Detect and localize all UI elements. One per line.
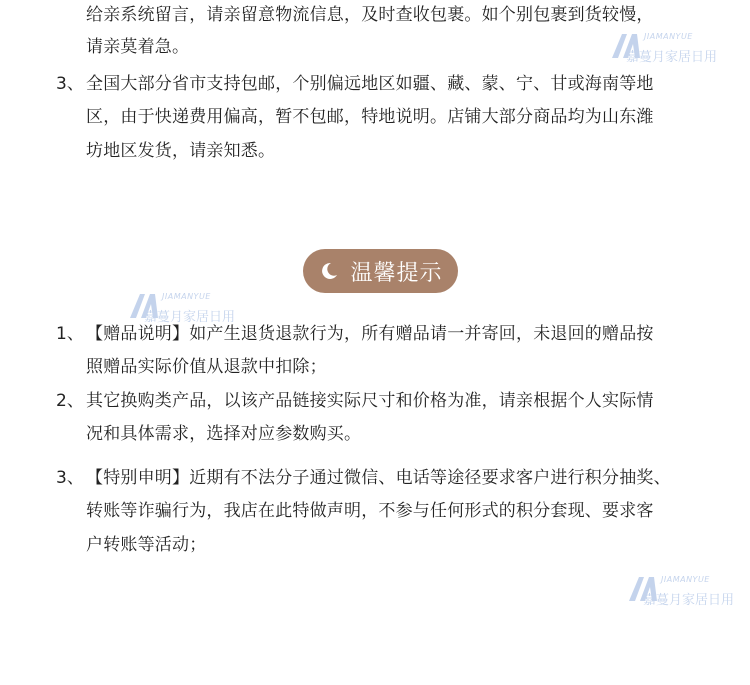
tip-2-line-1: 其它换购类产品，以该产品链接实际尺寸和价格为准，请亲根据个人实际情 [86, 391, 654, 411]
warm-tips-header [303, 249, 458, 293]
section1-item3-line-1: 全国大部分省市支持包邮，个别偏远地区如疆、藏、蒙、宁、甘或海南等地 [86, 74, 654, 94]
watermark-cn: 嘉蔓月家居日用 [626, 50, 718, 65]
watermark-middle-left [128, 290, 238, 330]
tip-3-number: 3、 [56, 468, 84, 488]
moon-icon [318, 260, 340, 282]
tip-3-line-3: 户转账等活动； [86, 535, 207, 555]
watermark-en: JIAMANYUE [661, 575, 710, 584]
watermark-en: JIAMANYUE [644, 32, 693, 41]
tip-1-line-1: 【赠品说明】如产生退货退款行为，所有赠品请一并寄回，未退回的赠品按 [86, 324, 654, 344]
section1-line-1: 给亲系统留言，请亲留意物流信息，及时查收包裹。如个别包裹到货较慢， [86, 5, 654, 25]
section1-item3-number: 3、 [56, 74, 84, 94]
tip-2-number: 2、 [56, 391, 84, 411]
section1-item3-line-2: 区，由于快递费用偏高，暂不包邮，特地说明。店铺大部分商品均为山东潍 [86, 107, 654, 127]
watermark-top-right [610, 30, 720, 70]
tip-2-line-2: 况和具体需求，选择对应参数购买。 [86, 424, 362, 444]
watermark-cn: 嘉蔓月家居日用 [144, 310, 236, 325]
tip-3-line-1: 【特别申明】近期有不法分子通过微信、电话等途径要求客户进行积分抽奖、 [86, 468, 671, 488]
tip-1-number: 1、 [56, 324, 84, 344]
tip-1-line-2: 照赠品实际价值从退款中扣除； [86, 357, 327, 377]
section1-item3-line-3: 坊地区发货，请亲知悉。 [86, 141, 276, 161]
watermark-en: JIAMANYUE [162, 292, 211, 301]
watermark-cn: 嘉蔓月家居日用 [643, 593, 735, 608]
watermark-bottom-right [627, 573, 737, 613]
tip-3-line-2: 转账等诈骗行为，我店在此特做声明，不参与任何形式的积分套现、要求客 [86, 501, 654, 521]
header-title: 温馨提示 [350, 260, 443, 286]
section1-line-2: 请亲莫着急。 [86, 37, 190, 57]
